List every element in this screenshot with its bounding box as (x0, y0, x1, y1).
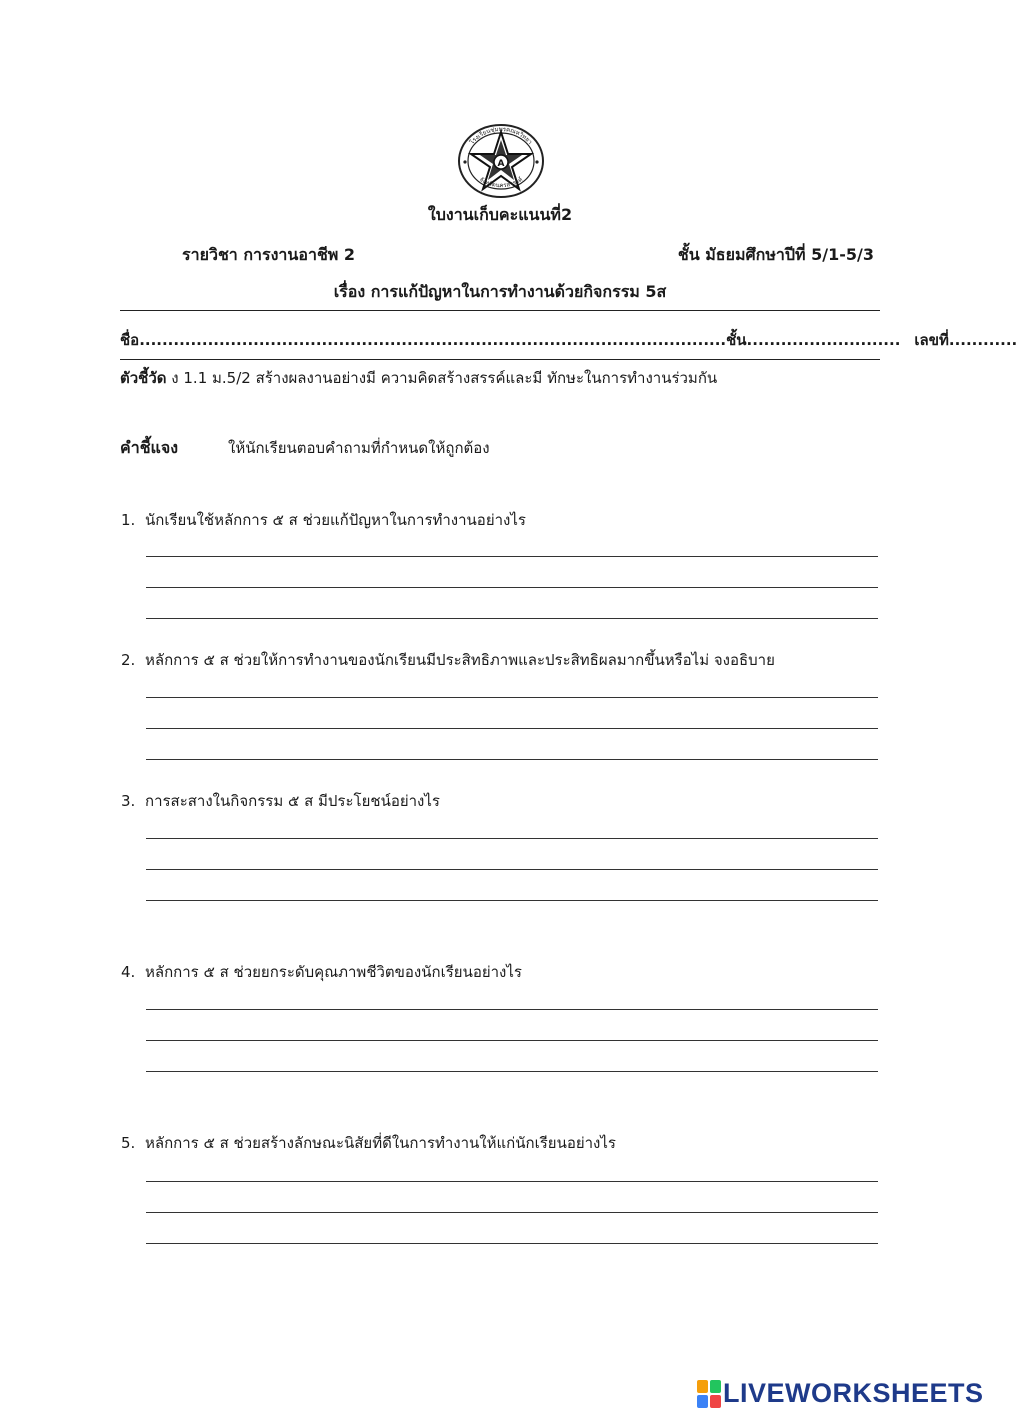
question-text: นักเรียนใช้หลักการ ๕ ส ช่วยแก้ปัญหาในการทำงานอย่างไร (145, 511, 526, 529)
name-field[interactable]: ชื่อ....................................................................................................... (120, 331, 727, 349)
school-seal (456, 122, 546, 200)
question-2 (121, 648, 775, 672)
divider-top (120, 310, 880, 311)
answer-line[interactable] (146, 728, 878, 729)
answer-line[interactable] (146, 587, 878, 588)
instructions-label: คำชี้แจง (120, 438, 179, 457)
question-1 (121, 508, 526, 532)
answer-line[interactable] (146, 697, 878, 698)
question-4 (121, 960, 522, 984)
answer-line[interactable] (146, 1181, 878, 1182)
liveworksheets-logo[interactable] (697, 1378, 984, 1409)
worksheet-title: ใบงานเก็บคะแนนที่2 (427, 205, 573, 224)
svg-text:จังหวัดนครสวรรค์: จังหวัดนครสวรรค์ (477, 175, 525, 190)
brand-mark-cell (710, 1380, 721, 1393)
subject-label: รายวิชา การงานอาชีพ 2 (182, 245, 356, 264)
question-text: การสะสางในกิจกรรม ๕ ส มีประโยชน์อย่างไร (145, 792, 440, 810)
question-text: หลักการ ๕ ส ช่วยให้การทำงานของนักเรียนมีประสิทธิภาพและประสิทธิผลมากขึ้นหรือไม่ จงอธิบาย (145, 651, 775, 669)
indicator-label: ตัวชี้วัด (120, 369, 167, 387)
question-number: 1. (121, 511, 136, 529)
answer-line[interactable] (146, 1071, 878, 1072)
indicator-text: ง 1.1 ม.5/2 สร้างผลงานอย่างมี ความคิดสร้างสรรค์และมี ทักษะในการทำงานร่วมกัน (166, 369, 718, 387)
indicator-line (120, 366, 717, 390)
class-field[interactable]: ชั้น........................... (726, 331, 901, 349)
question-5 (121, 1131, 616, 1155)
question-number: 5. (121, 1134, 136, 1152)
answer-line[interactable] (146, 1009, 878, 1010)
answer-line[interactable] (146, 556, 878, 557)
brand-mark-icon (697, 1380, 721, 1408)
question-3 (121, 789, 440, 813)
brand-mark-cell (697, 1395, 708, 1408)
question-text: หลักการ ๕ ส ช่วยยกระดับคุณภาพชีวิตของนักเรียนอย่างไร (145, 963, 522, 981)
brand-mark-cell (710, 1395, 721, 1408)
svg-text:โรงเรียนชุ่มพรคณหวิทยา: โรงเรียนชุ่มพรคณหวิทยา (468, 125, 534, 146)
instructions-text: ให้นักเรียนตอบคำถามที่กำหนดให้ถูกต้อง (228, 439, 490, 457)
svg-text:A: A (497, 159, 505, 169)
brand-mark-cell (697, 1380, 708, 1393)
answer-line[interactable] (146, 759, 878, 760)
grade-label: ชั้น มัธยมศึกษาปีที่ 5/1-5/3 (677, 245, 874, 264)
answer-line[interactable] (146, 1212, 878, 1213)
answer-line[interactable] (146, 838, 878, 839)
answer-line[interactable] (146, 618, 878, 619)
question-number: 2. (121, 651, 136, 669)
divider-bottom (120, 359, 880, 360)
question-text: หลักการ ๕ ส ช่วยสร้างลักษณะนิสัยที่ดีในการทำงานให้แก่นักเรียนอย่างไร (145, 1134, 616, 1152)
question-number: 4. (121, 963, 136, 981)
answer-line[interactable] (146, 1243, 878, 1244)
student-info-row (120, 328, 1017, 352)
answer-line[interactable] (146, 900, 878, 901)
question-number: 3. (121, 792, 136, 810)
brand-text: LIVEWORKSHEETS (723, 1378, 984, 1408)
number-field[interactable]: เลขที่............ (914, 331, 1017, 349)
answer-line[interactable] (146, 1040, 878, 1041)
answer-line[interactable] (146, 869, 878, 870)
topic-heading: เรื่อง การแก้ปัญหาในการทำงานด้วยกิจกรรม 5ส (333, 282, 667, 301)
